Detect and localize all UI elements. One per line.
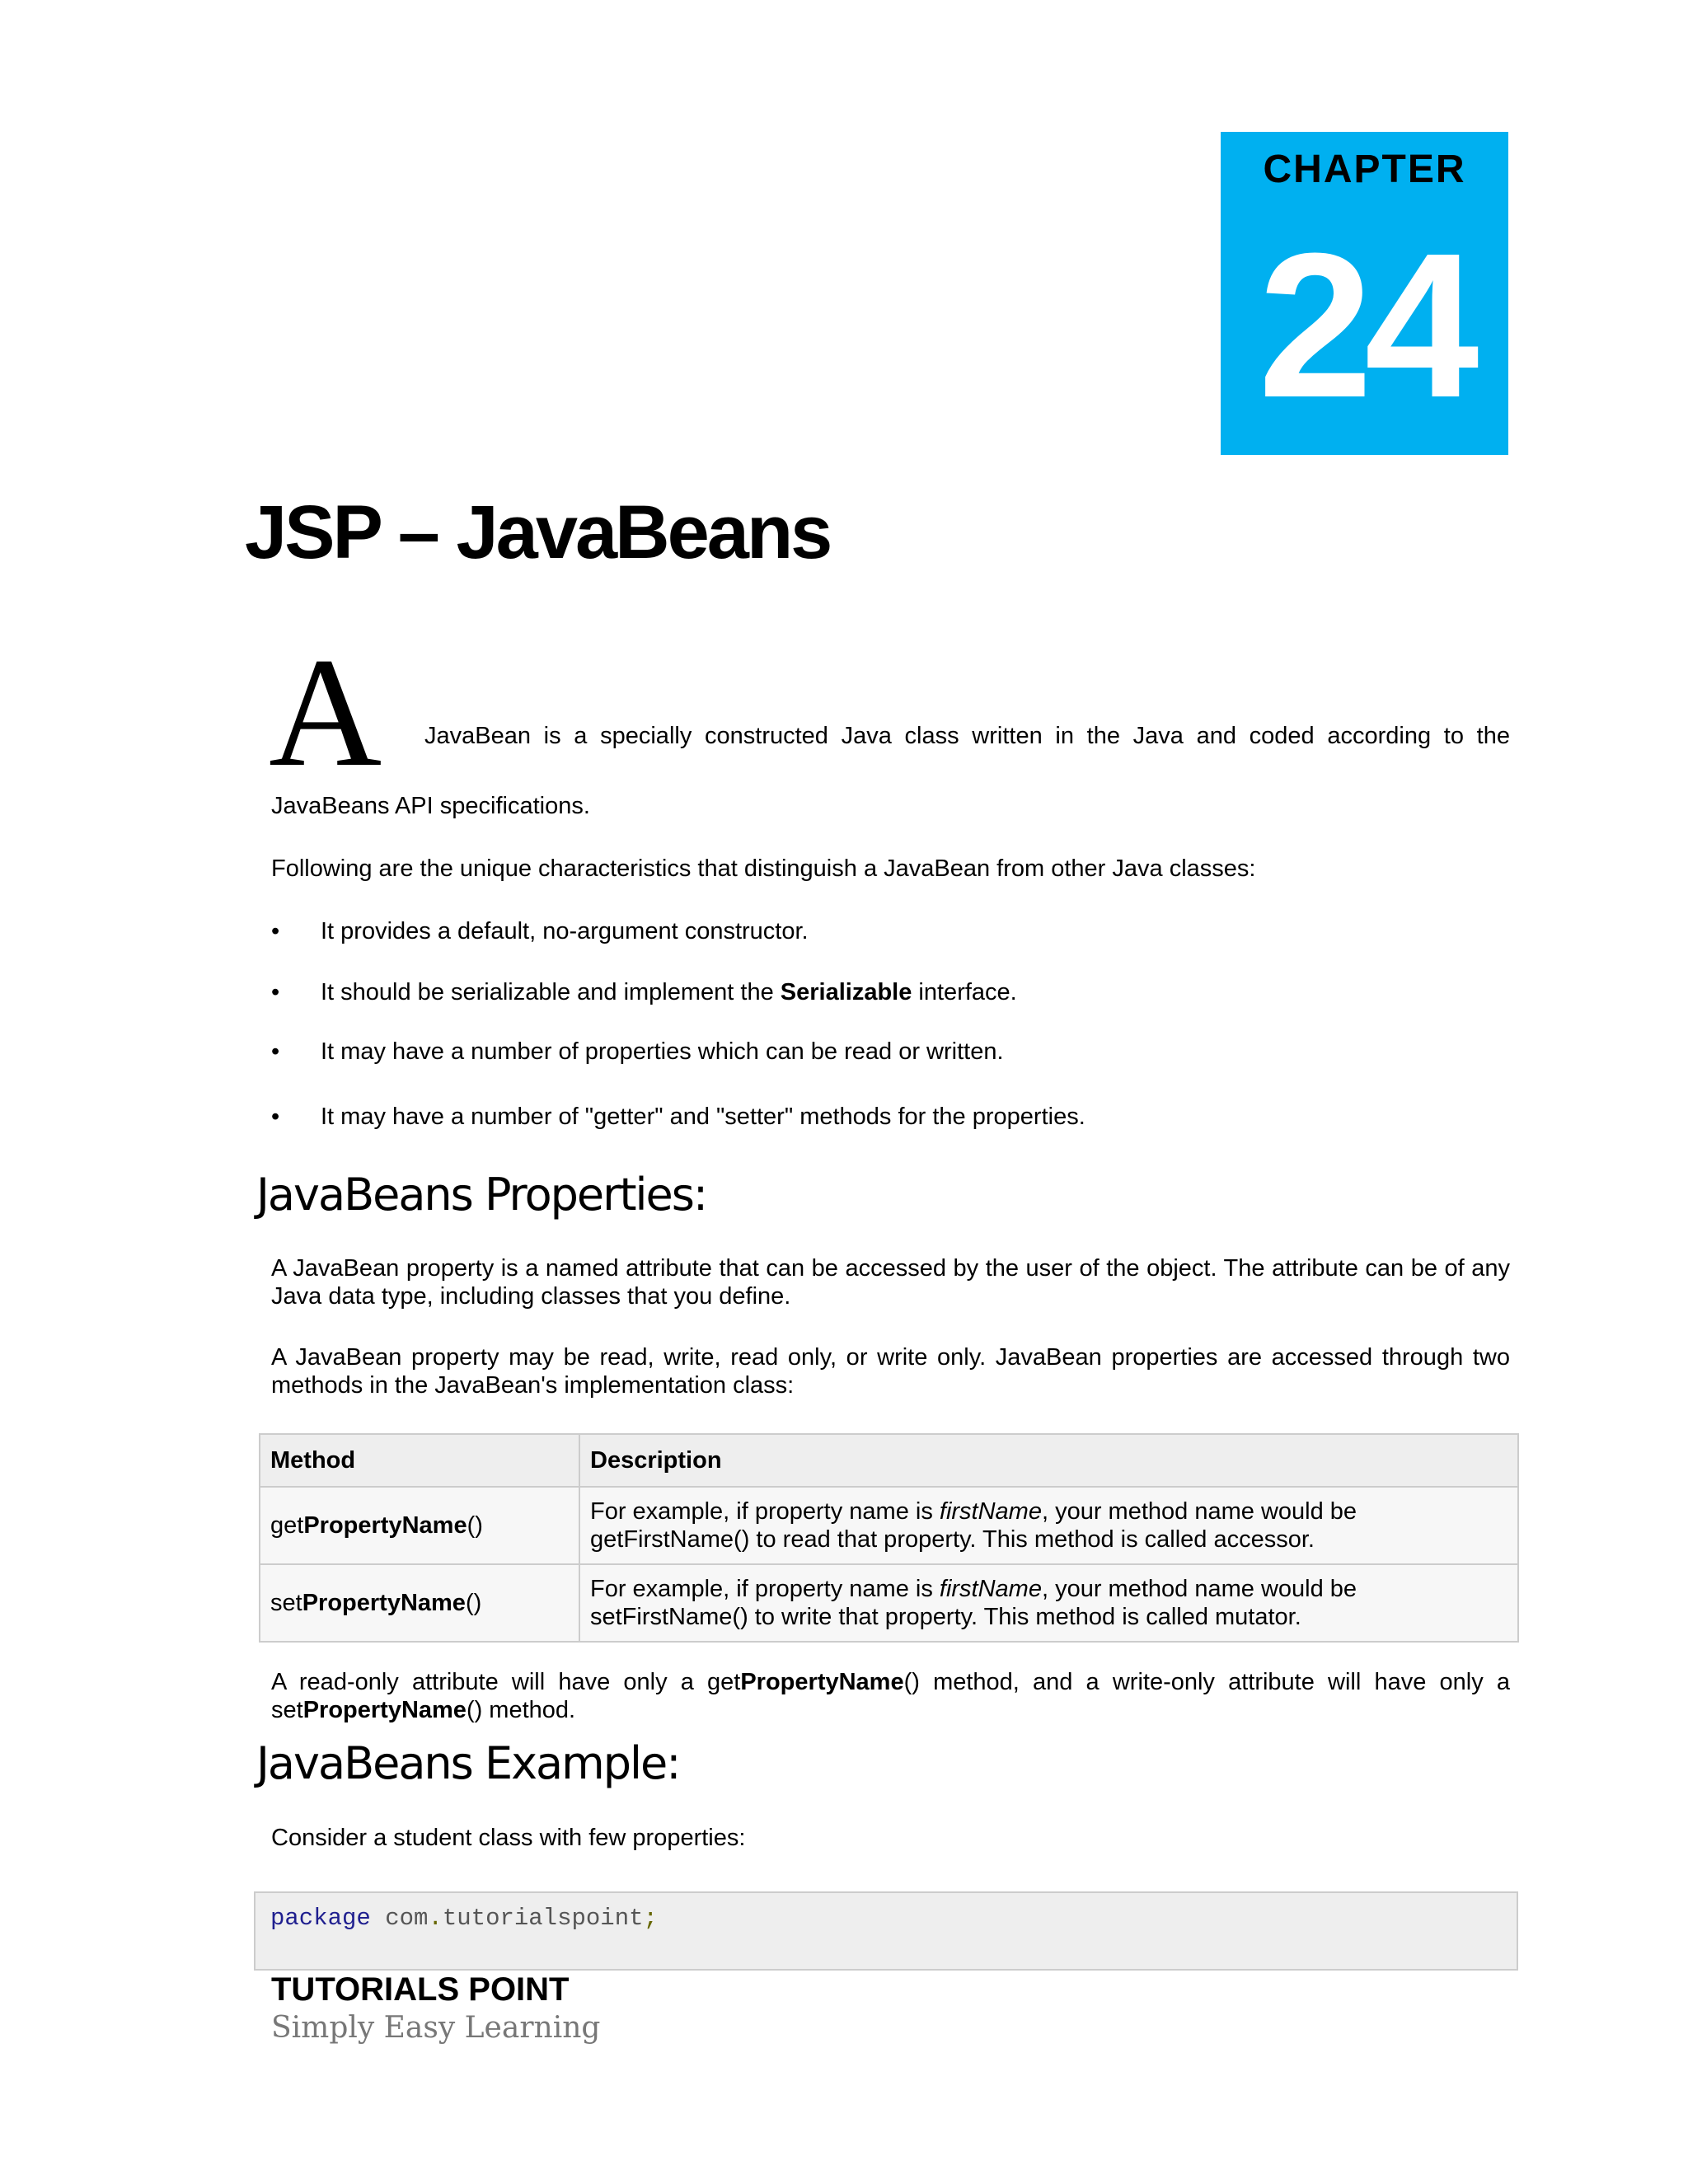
bullet-icon: • — [271, 1104, 280, 1130]
table-header-row — [260, 1434, 1518, 1487]
description-cell: For example, if property name is firstName, your method name would be getFirstName() to read that property. This method is called accessor. — [579, 1487, 1518, 1564]
chapter-label: CHAPTER — [1263, 148, 1466, 191]
bullet-icon: • — [271, 918, 280, 944]
section-heading-properties: JavaBeans Properties: — [256, 1169, 707, 1221]
properties-paragraph: A JavaBean property is a named attribute that can be accessed by the user of the object. The attribute can be of any Java data type, including classes that you define. — [271, 1255, 1510, 1310]
description-cell: For example, if property name is firstName, your method name would be setFirstName() to write that property. This method is called mutator. — [579, 1564, 1518, 1642]
section-heading-example: JavaBeans Example: — [256, 1737, 680, 1789]
drop-cap: A — [269, 626, 382, 799]
table-row — [260, 1487, 1518, 1564]
chapter-number: 24 — [1258, 210, 1471, 440]
footer-brand: TUTORIALS POINT — [271, 1971, 570, 2008]
column-header: Description — [579, 1434, 1518, 1487]
intro-continuation: JavaBeans API specifications. — [271, 793, 590, 819]
list-item: • It should be serializable and implement the Serializable interface. — [271, 979, 1017, 1005]
list-item: • It may have a number of properties which can be read or written. — [271, 1038, 1004, 1065]
page-title: JSP – JavaBeans — [245, 490, 831, 574]
list-item: • It provides a default, no-argument constructor. — [271, 918, 809, 944]
footer-tagline: Simply Easy Learning — [271, 2011, 601, 2045]
method-table — [259, 1433, 1519, 1643]
example-paragraph: Consider a student class with few properties: — [271, 1825, 746, 1851]
bullet-icon: • — [271, 1038, 280, 1065]
chapter-badge — [1221, 132, 1508, 455]
intro-line: JavaBean is a specially constructed Java class written in the Java and coded according to the — [424, 723, 1510, 749]
method-cell: getPropertyName() — [260, 1487, 579, 1564]
readonly-note: A read-only attribute will have only a getPropertyName() method, and a write-only attribute will have only a setPropertyName() method. — [271, 1669, 1510, 1723]
code-block: package com.tutorialspoint; — [254, 1891, 1518, 1971]
table-row — [260, 1564, 1518, 1642]
characteristics-intro: Following are the unique characteristics that distinguish a JavaBean from other Java classes: — [271, 855, 1256, 882]
properties-paragraph: A JavaBean property may be read, write, read only, or write only. JavaBean properties are accessed through two methods in the JavaBean's implementation class: — [271, 1344, 1510, 1399]
column-header: Method — [260, 1434, 579, 1487]
code-keyword: package — [270, 1905, 371, 1932]
method-cell: setPropertyName() — [260, 1564, 579, 1642]
bullet-icon: • — [271, 979, 280, 1005]
list-item: • It may have a number of "getter" and "setter" methods for the properties. — [271, 1104, 1085, 1130]
